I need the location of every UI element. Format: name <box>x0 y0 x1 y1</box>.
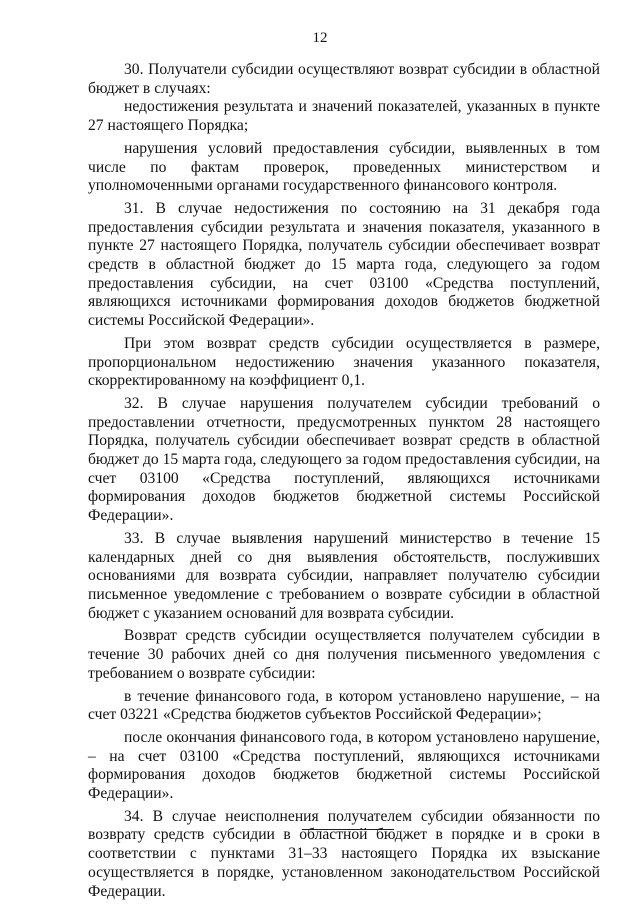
page-number: 12 <box>312 30 328 46</box>
paragraph-30-case-2: нарушения условий предоставления субсидии, выявленных в том числе по фактам проверок, проведенных министерством и уполномоченными органами государственного финансового контроля. <box>88 139 600 195</box>
document-body <box>88 61 600 901</box>
paragraph-30-case-1: недостижения результата и значений показателей, указанных в пункте 27 настоящего Порядка; <box>88 98 600 135</box>
paragraph-31: 31. В случае недостижения по состоянию на 31 декабря года предоставления субсидии результата и значения показателя, указанного в пункте 27 настоящего Порядка, получатель субсидии обеспечивает возврат средств в областной бюджет до 15 марта года, следующего за годом предоставления субсидии, на счет 03100 «Средства поступлений, являющихся источниками формирования доходов бюджетов бюджетной системы Российской Федерации». <box>88 199 600 330</box>
paragraph-33-after-year: после окончания финансового года, в котором установлено нарушение, – на счет 03100 «Средства поступлений, являющихся источниками формирования доходов бюджетов бюджетной системы Российской Федерации». <box>88 728 600 803</box>
paragraph-32: 32. В случае нарушения получателем субсидии требований о предоставлении отчетности, предусмотренных пунктом 28 настоящего Порядка, получатель субсидии обеспечивает возврат средств в областной бюджет до 15 марта года, следующего за годом предоставления субсидии, на счет 03100 «Средства поступлений, являющихся источниками формирования доходов бюджетов бюджетной системы Российской Федерации». <box>88 394 600 525</box>
paragraph-33: 33. В случае выявления нарушений министерство в течение 15 календарных дней со дня выявления обстоятельств, послуживших основаниями для возврата субсидии, направляет получателю субсидии письменное уведомление с требованием о возврате субсидии в областной бюджет с указанием оснований для возврата субсидии. <box>88 529 600 622</box>
end-divider <box>302 829 394 830</box>
paragraph-34: 34. В случае неисполнения получателем субсидии обязанности по возврату средств субсидии в областной бюджет в порядке и в сроки в соответствии с пунктами 31–33 настоящего Порядка их взыскание осуществляется в порядке, установленном законодательством Российской Федерации. <box>88 807 600 900</box>
paragraph-33-refund-term: Возврат средств субсидии осуществляется получателем субсидии в течение 30 рабочих дней со дня получения письменного уведомления с требованием о возврате субсидии: <box>88 627 600 682</box>
paragraph-30: 30. Получатели субсидии осуществляют возврат субсидии в областной бюджет в случаях: <box>88 61 600 97</box>
paragraph-33-current-year: в течение финансового года, в котором установлено нарушение, – на счет 03221 «Средства бюджетов субъектов Российской Федерации»; <box>88 687 600 724</box>
paragraph-31-refund-size: При этом возврат средств субсидии осуществляется в размере, пропорциональном недостижению значения указанного показателя, скорректированному на коэффициент 0,1. <box>88 334 600 390</box>
